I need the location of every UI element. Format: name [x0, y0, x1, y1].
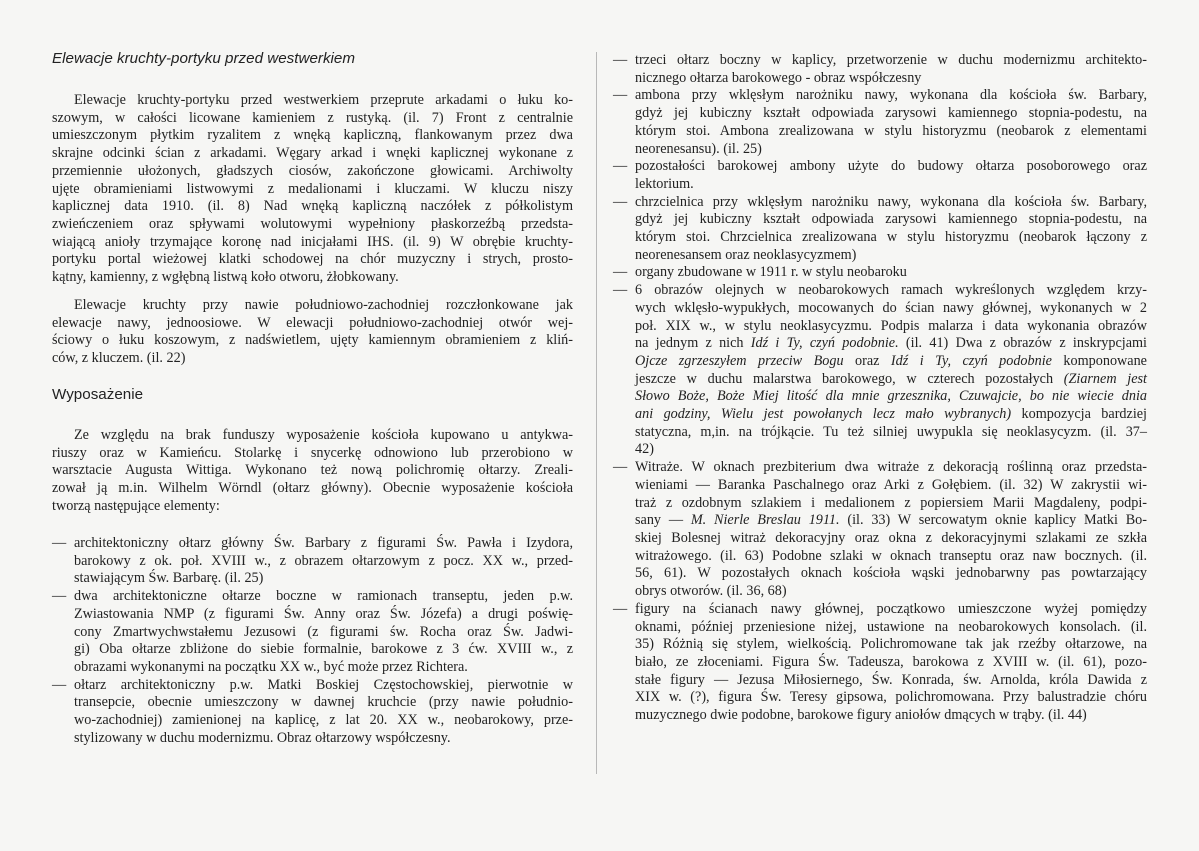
list-item-line [613, 335, 1147, 353]
list-item-line [52, 677, 573, 695]
paragraph-elevations-2 [52, 297, 573, 368]
list-item-line [613, 176, 1147, 194]
list-item-line [613, 87, 1147, 105]
paragraph-furnishings-intro-line: warsztacie Augusta Wittiga. Wykonano też nową polichromię ołtarzy. Zreali- [52, 462, 573, 479]
list-item-text: obrys otworów. (il. 36, 68) [635, 583, 787, 600]
list-item-text: stałe figury — Jezusa Miłosiernego, Św. Konrada, św. Arnolda, króla Dawida z [635, 671, 1147, 688]
paragraph-elevations-2-line: ściowy o łuku koszowym, z nadświetlem, ujęty kamiennym obramieniem z kliń- [52, 332, 573, 349]
paragraph-elevations-1-line: przemiennie ułożonych, gładszych ciosów, zakończone głowicami. Archiwolty [52, 162, 573, 179]
list-item-line [613, 194, 1147, 212]
list-item-text: Słowo Boże, Boże Miej litość dla mnie grzesznika, Czuwajcie, bo nie wiecie dnia [635, 388, 1147, 405]
list-item-text: gi) Oba ołtarze zbliżone do siebie formalnie, barokowe z 3 ćw. XVIII w., z [74, 641, 573, 658]
list-item-text: na jednym z nich Idź i Ty, czyń podobnie. (il. 41) Dwa z obrazów z inskrypcjami [635, 335, 1147, 352]
list-item [52, 535, 573, 588]
list-item-text: organy zbudowane w 1911 r. w stylu neobaroku [635, 264, 907, 281]
paragraph-elevations-1-line: portyku portal wieżowej klatki schodowej na chór muzyczny i strych, prosto- [52, 251, 573, 268]
list-item-line [613, 636, 1147, 654]
list-item-text: stylizowany w duchu modernizmu. Obraz ołtarzowy współczesny. [74, 729, 451, 746]
paragraph-furnishings-intro-line: riuszy oraz w Kamieńcu. Stolarkę i snycerkę odnowiono lub przerobiono w [52, 444, 573, 461]
list-item-text: którym stoi. Ambona zrealizowana w stylu historyzmu (neobarok z elementami [635, 122, 1147, 139]
list-item-line [613, 459, 1147, 477]
paragraph-elevations-2-line: elewacje nawy, jednoosiowe. W elewacji południowo-zachodniej otwór wej- [52, 314, 573, 331]
list-item-line [613, 388, 1147, 406]
list-item-text: 6 obrazów olejnych w neobarokowych ramach wykreślonych względem krzy- [635, 282, 1147, 299]
list-item-text: wo-zachodniej) zamienionej na kaplicę, z lat 20. XX w., neobarokowy, prze- [74, 712, 573, 729]
paragraph-elevations-1 [52, 92, 573, 287]
list-item-text: Ojcze zgrzeszyłem przeciw Bogu oraz Idź i Ty, czyń podobnie komponowane [635, 352, 1147, 369]
list-item-text: witrażowego. (il. 63) Podobne szlaki w oknach transeptu oraz naw bocznych. (il. [635, 547, 1147, 564]
list-item-text: wych wklęsło-wypukłych, mocowanych do ścian nawy głównej, wykonanych w 2 [635, 299, 1147, 316]
list-item-text: cony Zmartwychwstałemu Jezusowi (z figurami św. Rocha oraz Św. Jadwi- [74, 623, 573, 640]
list-item-line [613, 495, 1147, 513]
list-item-line [52, 659, 573, 677]
list-item-line [613, 300, 1147, 318]
list-item-text: muzycznego dwie podobne, barokowe figury aniołów dmących w trąby. (il. 44) [635, 707, 1087, 724]
list-item-line [613, 601, 1147, 619]
paragraph-furnishings-intro [52, 427, 573, 516]
list-dash: — [613, 600, 628, 617]
list-dash: — [52, 535, 67, 551]
list-item-text: biało, ze złoceniami. Figura Św. Tadeusza, barokowa z XVIII w. (il. 61), pozo- [635, 653, 1147, 670]
paragraph-elevations-1-line: wiającą anioły trzymające koronę nad inicjałami IHS. (il. 9) W obrębie kruchty- [52, 233, 573, 250]
list-item [613, 459, 1147, 601]
list-item-text: Zwiastowania NMP (z figurami Św. Anny oraz Św. Józefa) a drugi poświę- [74, 605, 573, 622]
list-item-line [613, 371, 1147, 389]
list-item [613, 264, 1147, 282]
list-item-text: nicznego ołtarza barokowego - obraz współczesny [635, 69, 922, 86]
list-item-text: 35) Różnią się stylem, wielkością. Polichromowane tak jak rzeźby ołtarzowe, na [635, 636, 1147, 653]
list-item-text: jeszcze w duchu malarstwa barokowego, w czterech pozostałych (Ziarnem jest [635, 370, 1147, 387]
list-item-line [613, 548, 1147, 566]
furnishings-list-left [52, 535, 573, 747]
list-item-line [613, 105, 1147, 123]
list-item-line [52, 535, 573, 553]
list-item [52, 677, 573, 748]
list-item-line [613, 689, 1147, 707]
list-item-line [613, 619, 1147, 637]
list-dash: — [52, 676, 67, 693]
list-item-line [613, 70, 1147, 88]
list-item [52, 588, 573, 677]
paragraph-furnishings-intro-line: tworzą następujące elementy: [52, 497, 220, 514]
list-dash: — [613, 282, 628, 299]
list-dash: — [613, 158, 628, 175]
list-item-line [613, 441, 1147, 459]
list-item-text: stawiającym Św. Barbarę. (il. 25) [74, 570, 264, 587]
list-item-text: statyczna, m,in. na trójkącie. Tu też silniej uwypukla się neoklasycyzm. (il. 37– [635, 423, 1147, 440]
list-item-line [613, 158, 1147, 176]
list-item-line [613, 264, 1147, 282]
paragraph-elevations-1-line: Elewacje kruchty-portyku przed westwerkiem przeprute arkadami o łuku ko- [74, 92, 573, 108]
list-item-line [52, 694, 573, 712]
list-item-text: dwa architektoniczne ołtarze boczne w ramionach transeptu, jeden p.w. [74, 588, 573, 605]
list-item-text: architektoniczny ołtarz główny Św. Barbary z figurami Św. Pawła i Izydora, [74, 535, 573, 551]
list-item-line [613, 424, 1147, 442]
list-item-line [613, 211, 1147, 229]
list-dash: — [613, 87, 628, 104]
list-item [613, 87, 1147, 158]
list-item-text: 42) [635, 441, 654, 458]
list-item-line [613, 141, 1147, 159]
list-item-text: figury na ścianach nawy głównej, początkowo umieszczone wyżej pomiędzy [635, 600, 1147, 617]
list-item-line [613, 282, 1147, 300]
list-item-line [52, 606, 573, 624]
paragraph-elevations-1-line: kątny, kamienny, z wgłębną listwą koło otworu, żłobkowany. [52, 269, 399, 286]
list-item-line [613, 583, 1147, 601]
list-item [613, 158, 1147, 193]
list-item-line [613, 672, 1147, 690]
list-item-text: transepcie, obecnie umieszczony w dawnej kruchcie (przy nawie południo- [74, 694, 573, 711]
list-item-text: wieniami — Baranka Paschalnego oraz Arki z Gołębiem. (il. 32) W zakrystii wi- [635, 476, 1147, 493]
list-item-text: ołtarz architektoniczny p.w. Matki Boskiej Częstochowskiej, pierwotnie w [74, 676, 573, 693]
list-item-text: skiej Bolesnej witraż dekoracyjny oraz okna z dekoracyjnymi szlakami ze szkła [635, 529, 1147, 546]
list-item-line [52, 570, 573, 588]
paragraph-elevations-1-line: ujęte obramieniami listwowymi z medalionami i kluczami. W kluczu niszy [52, 180, 573, 197]
paragraph-elevations-1-line: zwieńczeniem oraz spływami wolutowymi wypełniony płaskorzeźbą przedsta- [52, 215, 573, 232]
list-item-text: gdyż jej kubiczny kształt odpowiada zarysowi kamiennego stopnia-podestu, na [635, 211, 1147, 228]
list-item-text: pozostałości barokowej ambony użyte do budowy ołtarza posoborowego oraz [635, 158, 1147, 175]
list-item-text: ambona przy wklęsłym narożniku nawy, wykonana dla kościoła św. Barbary, [635, 87, 1147, 104]
list-item-line [52, 553, 573, 571]
paragraph-furnishings-intro-line: Ze względu na brak funduszy wyposażenie kościoła kupowano u antykwa- [74, 427, 573, 443]
list-dash: — [52, 588, 67, 605]
list-item-line [613, 530, 1147, 548]
list-item-text: trzeci ołtarz boczny w kaplicy, przetworzenie w duchu modernizmu architekto- [635, 52, 1147, 68]
list-item-line [52, 588, 573, 606]
list-item-text: gdyż jej kubiczny kształt odpowiada zarysowi kamiennego stopnia-podestu, na [635, 105, 1147, 122]
list-item-text: Witraże. W oknach prezbiterium dwa witraże z dekoracją roślinną oraz przedsta- [635, 459, 1147, 476]
list-item-text: poł. XIX w., w stylu neoklasycyzmu. Podpis malarza i data wykonania obrazów [635, 317, 1147, 334]
list-item-text: 56, 61). W pozostałych oknach kościoła wąski jednobarwny pas powtarzający [635, 565, 1147, 582]
list-item [613, 52, 1147, 87]
list-item-text: którym stoi. Chrzcielnica zrealizowana w stylu historyzmu (neobarok łączony z [635, 229, 1147, 246]
list-item-text: XIX w. (?), figura Św. Teresy gipsowa, polichromowana. Przy balustradzie chóru [635, 689, 1147, 706]
list-item [613, 194, 1147, 265]
furnishings-list-right [613, 52, 1147, 725]
list-item-text: neorenesansu). (il. 25) [635, 140, 762, 157]
list-item-line [613, 565, 1147, 583]
list-item-text: barokowy z ok. poł. XVIII w., z obrazem ołtarzowym z pocz. XX w., przed- [74, 552, 573, 569]
list-dash: — [613, 193, 628, 210]
list-item [613, 282, 1147, 459]
list-dash: — [613, 459, 628, 476]
list-item-line [52, 730, 573, 748]
list-item [613, 601, 1147, 725]
paragraph-elevations-2-line: Elewacje kruchty przy nawie południowo-zachodniej rozczłonkowane jak [74, 297, 573, 313]
list-item-text: sany — M. Nierle Breslau 1911. (il. 33) W sercowatym oknie kaplicy Matki Bo- [635, 512, 1147, 529]
list-item-line [613, 512, 1147, 530]
page-fold-divider [596, 52, 597, 774]
list-item-line [613, 406, 1147, 424]
list-item-text: oknami, później przeniesione niżej, ustawione na neobarokowych konsolach. (il. [635, 618, 1147, 635]
list-item-text: chrzcielnica przy wklęsłym narożniku nawy, wykonana dla kościoła św. Barbary, [635, 193, 1147, 210]
paragraph-elevations-1-line: szowym, w całości licowane kamieniem z rustyką. (il. 7) Front z centralnie [52, 109, 573, 126]
list-item-line [613, 477, 1147, 495]
list-item-line [613, 123, 1147, 141]
paragraph-furnishings-intro-line: zował ją m.in. Wilhelm Wörndl (ołtarz główny). Obecnie wyposażenie kościoła [52, 480, 573, 497]
paragraph-elevations-1-line: kaplicznej data 1910. (il. 8) Nad wnęką kapliczną naczółek z półkolistym [52, 198, 573, 215]
list-item-line [613, 353, 1147, 371]
paragraph-elevations-2-line: ców, z kluczem. (il. 22) [52, 350, 186, 367]
list-item-line [613, 229, 1147, 247]
list-item-text: ani godziny, Wielu jest powołanych lecz mało wybranych) kompozycja bardziej [635, 406, 1147, 423]
list-item-line [613, 707, 1147, 725]
list-item-line [52, 624, 573, 642]
list-dash: — [613, 52, 628, 68]
list-dash: — [613, 264, 628, 281]
list-item-text: obrazami wykonanymi na początku XX w., być może przez Richtera. [74, 658, 468, 675]
list-item-line [613, 247, 1147, 265]
list-item-line [52, 712, 573, 730]
list-item-line [52, 641, 573, 659]
list-item-text: traż z ozdobnym szlakiem i medalionem z popiersiem Marii Magdaleny, podpi- [635, 494, 1147, 511]
list-item-line [613, 654, 1147, 672]
list-item-line [613, 318, 1147, 336]
paragraph-elevations-1-line: umieszczonym płytkim ryzalitem z wnęką kapliczną, flankowanym przez dwa [52, 127, 573, 144]
list-item-text: lektorium. [635, 175, 694, 192]
list-item-text: neorenesansem oraz neoklasycyzmem) [635, 246, 857, 263]
section-heading-furnishings: Wyposażenie [52, 386, 144, 403]
list-item-line [613, 52, 1147, 70]
paragraph-elevations-1-line: skrajne odcinki ścian z arkadami. Węgary arkad i wnęki kaplicznej wykonane z [52, 145, 573, 162]
section-heading-elevations: Elewacje kruchty-portyku przed westwerkiem [52, 50, 356, 67]
